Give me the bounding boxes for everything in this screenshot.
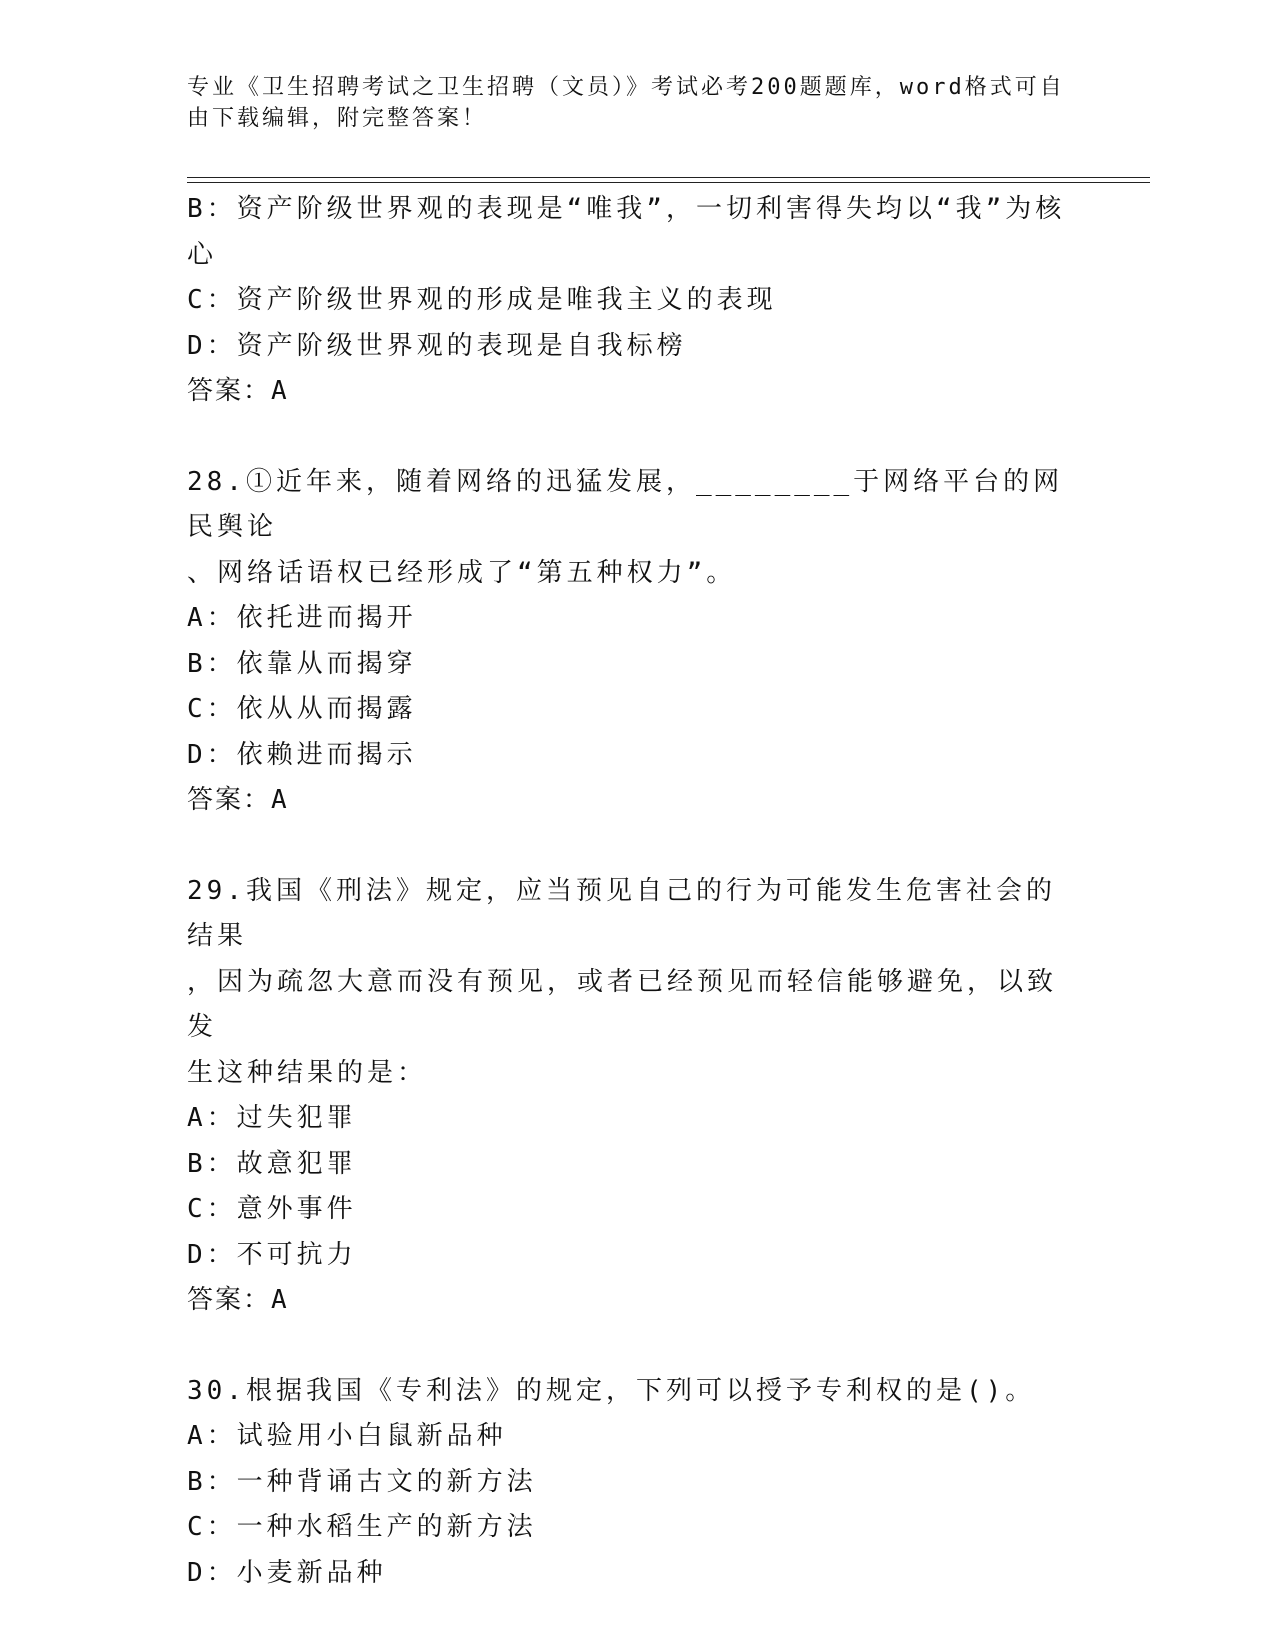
option-b: B：依靠从而揭穿	[187, 648, 417, 679]
option-b: B：故意犯罪	[187, 1148, 357, 1179]
answer: 答案：A	[187, 376, 289, 406]
question-text-line-1: 30.根据我国《专利法》的规定，下列可以授予专利权的是()。	[187, 1375, 1036, 1406]
answer: 答案：A	[187, 785, 289, 815]
option-a: A：过失犯罪	[187, 1103, 357, 1133]
answer: 答案：A	[187, 1285, 289, 1315]
option-c: C：依从从而揭露	[187, 694, 417, 724]
question-30	[187, 1369, 1067, 1597]
option-c: C：意外事件	[187, 1194, 357, 1224]
header-line-1: 专业《卫生招聘考试之卫生招聘（文员）》考试必考200题题库，word格式可自	[187, 75, 1065, 100]
question-text-line-1: 29.我国《刑法》规定，应当预见自己的行为可能发生危害社会的结果	[187, 875, 1056, 951]
question-text-line-2: 、网络话语权已经形成了“第五种权力”。	[187, 557, 737, 588]
option-b-line-2: 心	[187, 239, 218, 270]
question-text-line-2: ，因为疏忽大意而没有预见，或者已经预见而轻信能够避免，以致发	[187, 966, 1058, 1042]
option-a: A：依托进而揭开	[187, 603, 417, 633]
question-29	[187, 869, 1067, 1324]
option-d: D：小麦新品种	[187, 1557, 387, 1588]
option-d: D：资产阶级世界观的表现是自我标榜	[187, 330, 687, 361]
spacer	[187, 824, 1067, 869]
question-text-line-1: 28.①近年来，随着网络的迅猛发展，________于网络平台的网民舆论	[187, 466, 1064, 542]
spacer	[187, 1324, 1067, 1369]
question-28	[187, 460, 1067, 824]
header-line-2: 由下载编辑，附完整答案！	[187, 106, 488, 131]
option-c: C：一种水稻生产的新方法	[187, 1512, 537, 1542]
option-b: B：一种背诵古文的新方法	[187, 1466, 537, 1497]
question-27-tail	[187, 187, 1067, 415]
question-text-line-3: 生这种结果的是：	[187, 1057, 428, 1088]
header-rule-bottom	[187, 182, 1150, 183]
option-d: D：依赖进而揭示	[187, 739, 417, 770]
document-body	[187, 187, 1067, 1596]
option-a: A：试验用小白鼠新品种	[187, 1421, 507, 1451]
page-header	[187, 72, 1067, 134]
header-rule-top	[187, 177, 1150, 178]
spacer	[187, 415, 1067, 460]
option-c: C：资产阶级世界观的形成是唯我主义的表现	[187, 285, 777, 315]
option-d: D：不可抗力	[187, 1239, 357, 1270]
option-b-line-1: B：资产阶级世界观的表现是“唯我”，一切利害得失均以“我”为核	[187, 194, 1066, 224]
